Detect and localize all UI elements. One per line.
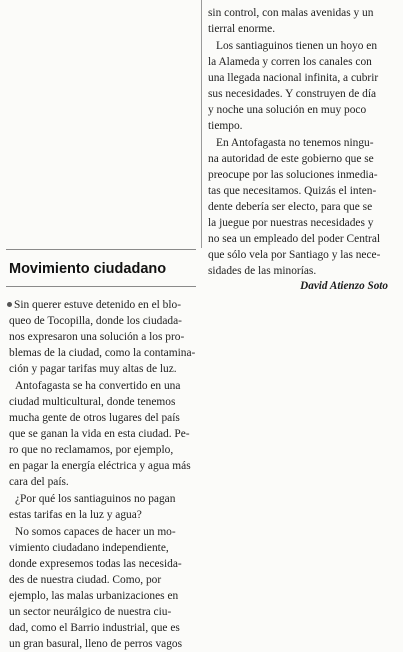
text-line: Antofagasta se ha convertido en una xyxy=(15,380,181,392)
headline-bottom-rule xyxy=(6,286,196,287)
text-line: des de nuestra ciudad. Como, por xyxy=(9,574,162,586)
text-line: que se ganan la vida en esta ciudad. Pe- xyxy=(9,428,190,440)
headline-top-rule xyxy=(6,249,196,250)
column-divider xyxy=(201,0,202,248)
text-line: No somos capaces de hacer un mo- xyxy=(15,526,176,538)
text-line: un sector neurálgico de nuestra ciu- xyxy=(9,606,172,618)
text-line: no sea un empleado del poder Central xyxy=(208,233,381,245)
text-line: ¿Por qué los santiaguinos no pagan xyxy=(15,493,176,505)
author-signature: David Atienzo Soto xyxy=(300,280,388,292)
text-line: na autoridad de este gobierno que se xyxy=(208,153,374,165)
text-line: sin control, con malas avenidas y un xyxy=(208,7,374,19)
text-line: una llegada nacional infinita, a cubrir xyxy=(208,72,379,84)
text-line: la Alameda y corren los canales con xyxy=(208,56,372,68)
text-line: tas que necesitamos. Quizás el inten- xyxy=(208,185,377,197)
text-line: y noche una solución en muy poco xyxy=(208,104,367,116)
text-line: dad, como el Barrio industrial, que es xyxy=(9,622,180,634)
text-line: ciudad multicultural, donde tenemos xyxy=(9,396,176,408)
text-line: tiempo. xyxy=(208,120,243,132)
text-line: ción y pagar tarifas muy altas de luz. xyxy=(9,363,177,375)
text-line: mucha gente de otros lugares del país xyxy=(9,412,180,424)
left-column xyxy=(6,0,196,650)
text-line: vimiento ciudadano independiente, xyxy=(9,542,169,554)
bullet-line xyxy=(7,297,181,313)
text-line: queo de Tocopilla, donde los ciudada- xyxy=(9,315,182,327)
text-line: Sin querer estuve detenido en el blo- xyxy=(14,299,182,311)
text-line: un gran basural, lleno de perros vagos xyxy=(9,638,183,650)
text-line: cara del país. xyxy=(9,476,69,488)
text-line: donde expresemos todas las necesida- xyxy=(9,558,182,570)
text-line: En Antofagasta no tenemos ningu- xyxy=(216,137,374,149)
text-line: estas tarifas en la luz y agua? xyxy=(9,509,142,521)
text-line: tierral enorme. xyxy=(208,23,276,35)
text-line: blemas de la ciudad, como la contamina- xyxy=(9,347,196,359)
text-line: Los santiaguinos tienen un hoyo en xyxy=(216,40,378,52)
text-line: preocupe por las soluciones inmedia- xyxy=(208,169,378,181)
text-line: la juegue por nuestras necesidades y xyxy=(208,217,374,229)
text-line: nos expresaron una solución a los pro- xyxy=(9,331,185,343)
right-column xyxy=(208,0,398,635)
text-line: dente debería ser electo, para que se xyxy=(208,201,373,213)
text-line: sidades de las minorías. xyxy=(208,265,317,277)
text-line: ejemplo, las malas urbanizaciones en xyxy=(9,590,179,602)
text-line: ro que no reclamamos, por ejemplo, xyxy=(9,444,174,456)
bullet-icon xyxy=(7,302,12,307)
text-line: sus necesidades. Y construyen de día xyxy=(208,88,377,100)
text-line: en pagar la energía eléctrica y agua más xyxy=(9,460,191,472)
text-line: que sólo vela por Santiago y las nece- xyxy=(208,249,381,261)
letter-headline: Movimiento ciudadano xyxy=(9,261,167,277)
